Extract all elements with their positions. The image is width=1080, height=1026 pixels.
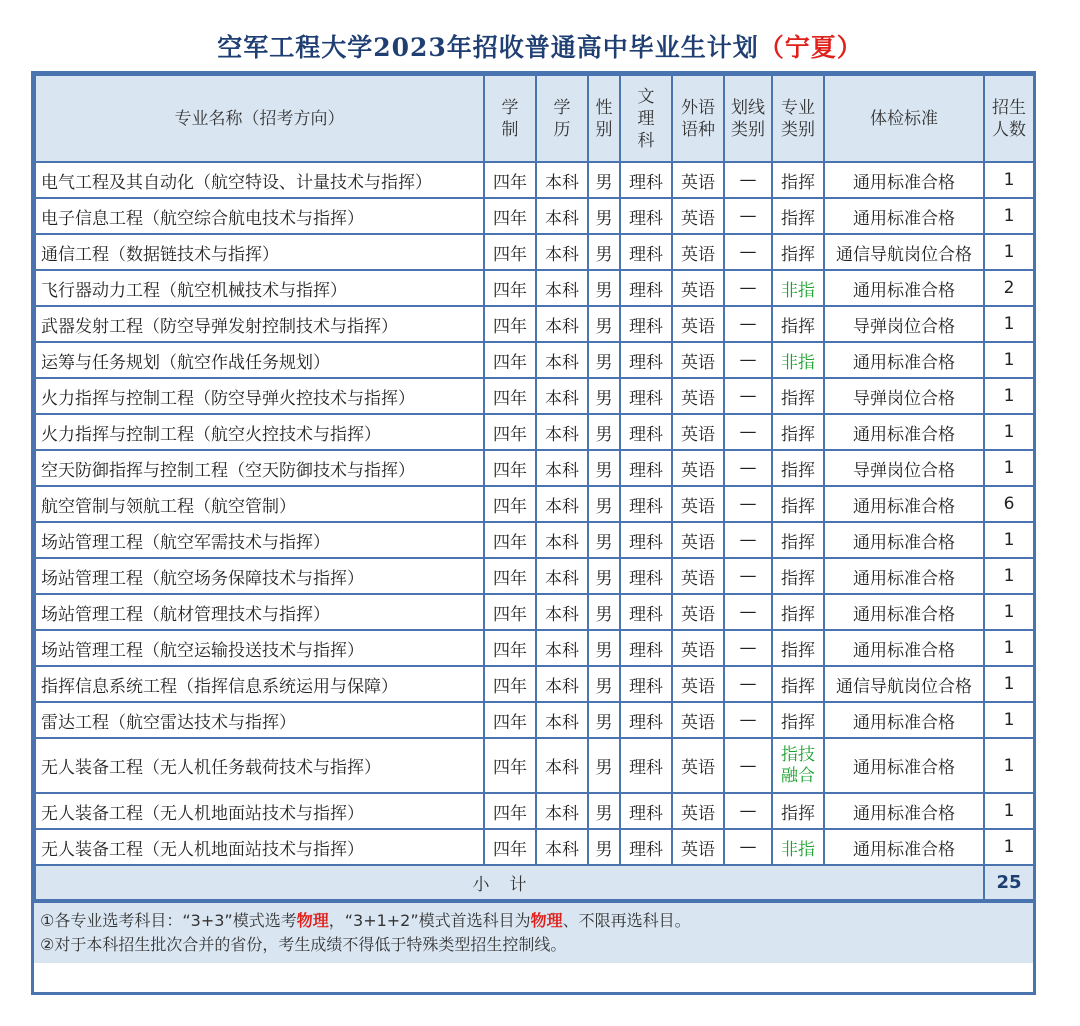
cell-gender: 男: [588, 558, 620, 594]
cell-gender: 男: [588, 702, 620, 738]
cell-cutoff-category: —: [724, 702, 772, 738]
table-row: [35, 378, 1034, 414]
header-physical-standard: 体检标准: [824, 75, 984, 162]
cell-enrollment-count: 1: [984, 162, 1034, 198]
note-line-2: ②对于本科招生批次合并的省份，考生成绩不得低于特殊类型招生控制线。: [40, 935, 567, 954]
cell-gender: 男: [588, 198, 620, 234]
cell-major-name: 场站管理工程（航空军需技术与指挥）: [35, 522, 484, 558]
cell-degree: 本科: [536, 234, 588, 270]
cell-cutoff-category: —: [724, 306, 772, 342]
cell-foreign-language: 英语: [672, 829, 724, 865]
cell-degree: 本科: [536, 666, 588, 702]
table-header-row: [35, 75, 1034, 162]
header-cutoff-category: 划线类别: [724, 75, 772, 162]
cell-physical-standard: 通用标准合格: [824, 594, 984, 630]
cell-duration: 四年: [484, 666, 536, 702]
cell-arts-science: 理科: [620, 630, 672, 666]
cell-enrollment-count: 1: [984, 594, 1034, 630]
cell-physical-standard: 导弹岗位合格: [824, 450, 984, 486]
cell-major-category: 指挥: [772, 558, 824, 594]
cell-gender: 男: [588, 738, 620, 793]
cell-gender: 男: [588, 829, 620, 865]
cell-physical-standard: 通用标准合格: [824, 270, 984, 306]
cell-gender: 男: [588, 306, 620, 342]
cell-cutoff-category: —: [724, 558, 772, 594]
cell-arts-science: 理科: [620, 270, 672, 306]
header-arts-science: 文理科: [620, 75, 672, 162]
cell-foreign-language: 英语: [672, 666, 724, 702]
subtotal-value: 25: [984, 865, 1034, 900]
cell-degree: 本科: [536, 558, 588, 594]
cell-major-category: 指挥: [772, 793, 824, 829]
table-row: [35, 198, 1034, 234]
title-main: 空军工程大学2023年招收普通高中毕业生计划: [217, 33, 759, 62]
cell-arts-science: 理科: [620, 702, 672, 738]
cell-degree: 本科: [536, 793, 588, 829]
cell-cutoff-category: —: [724, 522, 772, 558]
header-gender: 性别: [588, 75, 620, 162]
enrollment-table-frame: [31, 71, 1036, 995]
cell-duration: 四年: [484, 342, 536, 378]
cell-major-name: 火力指挥与控制工程（防空导弹火控技术与指挥）: [35, 378, 484, 414]
cell-physical-standard: 通用标准合格: [824, 198, 984, 234]
title-region: （宁夏）: [758, 33, 863, 62]
cell-gender: 男: [588, 450, 620, 486]
cell-gender: 男: [588, 594, 620, 630]
cell-cutoff-category: —: [724, 630, 772, 666]
cell-physical-standard: 导弹岗位合格: [824, 306, 984, 342]
cell-foreign-language: 英语: [672, 414, 724, 450]
cell-foreign-language: 英语: [672, 702, 724, 738]
cell-foreign-language: 英语: [672, 558, 724, 594]
cell-gender: 男: [588, 522, 620, 558]
cell-major-name: 飞行器动力工程（航空机械技术与指挥）: [35, 270, 484, 306]
cell-major-category: 指挥: [772, 666, 824, 702]
cell-foreign-language: 英语: [672, 270, 724, 306]
cell-arts-science: 理科: [620, 829, 672, 865]
cell-enrollment-count: 6: [984, 486, 1034, 522]
cell-degree: 本科: [536, 342, 588, 378]
cell-major-name: 雷达工程（航空雷达技术与指挥）: [35, 702, 484, 738]
cell-cutoff-category: —: [724, 793, 772, 829]
cell-duration: 四年: [484, 829, 536, 865]
cell-cutoff-category: —: [724, 829, 772, 865]
cell-enrollment-count: 1: [984, 414, 1034, 450]
cell-degree: 本科: [536, 522, 588, 558]
cell-duration: 四年: [484, 378, 536, 414]
page-title: [0, 28, 1080, 64]
enrollment-table: [34, 74, 1035, 901]
header-major-name: 专业名称（招考方向）: [35, 75, 484, 162]
cell-arts-science: 理科: [620, 666, 672, 702]
table-row: [35, 522, 1034, 558]
cell-cutoff-category: —: [724, 198, 772, 234]
cell-major-category: 指挥: [772, 486, 824, 522]
cell-arts-science: 理科: [620, 378, 672, 414]
cell-gender: 男: [588, 486, 620, 522]
cell-cutoff-category: —: [724, 162, 772, 198]
cell-degree: 本科: [536, 414, 588, 450]
table-row: [35, 306, 1034, 342]
cell-arts-science: 理科: [620, 450, 672, 486]
cell-cutoff-category: —: [724, 270, 772, 306]
cell-physical-standard: 通用标准合格: [824, 414, 984, 450]
table-row: [35, 162, 1034, 198]
cell-physical-standard: 通用标准合格: [824, 342, 984, 378]
table-row: [35, 666, 1034, 702]
cell-cutoff-category: —: [724, 342, 772, 378]
cell-foreign-language: 英语: [672, 522, 724, 558]
cell-major-category: 指挥: [772, 594, 824, 630]
cell-major-category: 指挥: [772, 414, 824, 450]
cell-major-name: 无人装备工程（无人机地面站技术与指挥）: [35, 829, 484, 865]
cell-major-category: 非指: [772, 270, 824, 306]
cell-cutoff-category: —: [724, 450, 772, 486]
cell-gender: 男: [588, 342, 620, 378]
cell-duration: 四年: [484, 793, 536, 829]
cell-gender: 男: [588, 378, 620, 414]
cell-duration: 四年: [484, 630, 536, 666]
cell-major-name: 航空管制与领航工程（航空管制）: [35, 486, 484, 522]
cell-duration: 四年: [484, 522, 536, 558]
cell-major-category: 指挥: [772, 450, 824, 486]
cell-major-name: 火力指挥与控制工程（航空火控技术与指挥）: [35, 414, 484, 450]
cell-foreign-language: 英语: [672, 162, 724, 198]
header-degree: 学历: [536, 75, 588, 162]
cell-duration: 四年: [484, 702, 536, 738]
cell-enrollment-count: 1: [984, 234, 1034, 270]
cell-cutoff-category: —: [724, 234, 772, 270]
cell-gender: 男: [588, 234, 620, 270]
cell-major-name: 场站管理工程（航空场务保障技术与指挥）: [35, 558, 484, 594]
cell-major-category: 指挥: [772, 630, 824, 666]
header-foreign-language: 外语语种: [672, 75, 724, 162]
cell-duration: 四年: [484, 198, 536, 234]
cell-arts-science: 理科: [620, 306, 672, 342]
cell-arts-science: 理科: [620, 594, 672, 630]
cell-arts-science: 理科: [620, 162, 672, 198]
subtotal-label: 小计: [35, 865, 984, 900]
cell-enrollment-count: 1: [984, 558, 1034, 594]
cell-physical-standard: 通用标准合格: [824, 630, 984, 666]
cell-major-name: 空天防御指挥与控制工程（空天防御技术与指挥）: [35, 450, 484, 486]
cell-foreign-language: 英语: [672, 450, 724, 486]
table-row: [35, 450, 1034, 486]
cell-duration: 四年: [484, 486, 536, 522]
cell-degree: 本科: [536, 702, 588, 738]
cell-enrollment-count: 1: [984, 378, 1034, 414]
cell-major-category: 指挥: [772, 306, 824, 342]
note-line-1: ①各专业选考科目：“3+3”模式选考物理，“3+1+2”模式首选科目为物理、不限再选科目。: [40, 911, 691, 930]
cell-enrollment-count: 1: [984, 450, 1034, 486]
table-row: [35, 414, 1034, 450]
cell-major-name: 场站管理工程（航材管理技术与指挥）: [35, 594, 484, 630]
cell-degree: 本科: [536, 162, 588, 198]
cell-foreign-language: 英语: [672, 378, 724, 414]
cell-cutoff-category: —: [724, 666, 772, 702]
cell-major-name: 电子信息工程（航空综合航电技术与指挥）: [35, 198, 484, 234]
cell-major-name: 运筹与任务规划（航空作战任务规划）: [35, 342, 484, 378]
cell-duration: 四年: [484, 450, 536, 486]
cell-degree: 本科: [536, 450, 588, 486]
cell-foreign-language: 英语: [672, 198, 724, 234]
cell-major-category: 指挥: [772, 198, 824, 234]
cell-major-category: 指挥: [772, 702, 824, 738]
cell-physical-standard: 通用标准合格: [824, 829, 984, 865]
cell-cutoff-category: —: [724, 414, 772, 450]
cell-major-category: 指挥: [772, 522, 824, 558]
cell-arts-science: 理科: [620, 342, 672, 378]
cell-enrollment-count: 1: [984, 702, 1034, 738]
table-row: [35, 558, 1034, 594]
cell-major-name: 无人装备工程（无人机地面站技术与指挥）: [35, 793, 484, 829]
cell-degree: 本科: [536, 829, 588, 865]
cell-arts-science: 理科: [620, 198, 672, 234]
cell-enrollment-count: 1: [984, 342, 1034, 378]
table-row: [35, 594, 1034, 630]
cell-major-name: 无人装备工程（无人机任务载荷技术与指挥）: [35, 738, 484, 793]
cell-physical-standard: 通信导航岗位合格: [824, 666, 984, 702]
cell-foreign-language: 英语: [672, 594, 724, 630]
table-row: [35, 702, 1034, 738]
cell-gender: 男: [588, 793, 620, 829]
table-row: [35, 630, 1034, 666]
cell-cutoff-category: —: [724, 486, 772, 522]
cell-physical-standard: 通信导航岗位合格: [824, 234, 984, 270]
cell-arts-science: 理科: [620, 486, 672, 522]
cell-enrollment-count: 1: [984, 829, 1034, 865]
cell-cutoff-category: —: [724, 378, 772, 414]
cell-degree: 本科: [536, 630, 588, 666]
cell-cutoff-category: —: [724, 738, 772, 793]
cell-major-category: 非指: [772, 342, 824, 378]
cell-arts-science: 理科: [620, 522, 672, 558]
cell-duration: 四年: [484, 234, 536, 270]
cell-major-name: 场站管理工程（航空运输投送技术与指挥）: [35, 630, 484, 666]
cell-foreign-language: 英语: [672, 234, 724, 270]
cell-physical-standard: 导弹岗位合格: [824, 378, 984, 414]
cell-degree: 本科: [536, 486, 588, 522]
cell-major-name: 武器发射工程（防空导弹发射控制技术与指挥）: [35, 306, 484, 342]
cell-degree: 本科: [536, 270, 588, 306]
cell-enrollment-count: 1: [984, 198, 1034, 234]
cell-enrollment-count: 1: [984, 666, 1034, 702]
cell-physical-standard: 通用标准合格: [824, 738, 984, 793]
cell-duration: 四年: [484, 558, 536, 594]
cell-degree: 本科: [536, 306, 588, 342]
cell-gender: 男: [588, 666, 620, 702]
cell-enrollment-count: 1: [984, 522, 1034, 558]
cell-gender: 男: [588, 270, 620, 306]
cell-duration: 四年: [484, 414, 536, 450]
cell-major-name: 指挥信息系统工程（指挥信息系统运用与保障）: [35, 666, 484, 702]
cell-enrollment-count: 1: [984, 630, 1034, 666]
cell-arts-science: 理科: [620, 738, 672, 793]
cell-major-name: 电气工程及其自动化（航空特设、计量技术与指挥）: [35, 162, 484, 198]
cell-duration: 四年: [484, 162, 536, 198]
cell-enrollment-count: 1: [984, 793, 1034, 829]
cell-foreign-language: 英语: [672, 738, 724, 793]
cell-physical-standard: 通用标准合格: [824, 162, 984, 198]
cell-major-category: 指挥: [772, 162, 824, 198]
cell-major-category: 指挥: [772, 234, 824, 270]
table-row: [35, 270, 1034, 306]
cell-physical-standard: 通用标准合格: [824, 558, 984, 594]
header-enrollment-count: 招生人数: [984, 75, 1034, 162]
cell-arts-science: 理科: [620, 793, 672, 829]
cell-gender: 男: [588, 414, 620, 450]
cell-arts-science: 理科: [620, 558, 672, 594]
cell-gender: 男: [588, 630, 620, 666]
cell-degree: 本科: [536, 378, 588, 414]
header-major-category: 专业类别: [772, 75, 824, 162]
cell-cutoff-category: —: [724, 594, 772, 630]
cell-enrollment-count: 1: [984, 306, 1034, 342]
cell-major-name: 通信工程（数据链技术与指挥）: [35, 234, 484, 270]
cell-duration: 四年: [484, 306, 536, 342]
cell-foreign-language: 英语: [672, 793, 724, 829]
header-duration: 学制: [484, 75, 536, 162]
cell-degree: 本科: [536, 594, 588, 630]
table-row: [35, 738, 1034, 793]
cell-degree: 本科: [536, 738, 588, 793]
cell-enrollment-count: 2: [984, 270, 1034, 306]
cell-physical-standard: 通用标准合格: [824, 486, 984, 522]
table-row: [35, 342, 1034, 378]
notes-section: [34, 901, 1033, 963]
cell-degree: 本科: [536, 198, 588, 234]
cell-foreign-language: 英语: [672, 306, 724, 342]
table-row: [35, 829, 1034, 865]
cell-foreign-language: 英语: [672, 486, 724, 522]
cell-foreign-language: 英语: [672, 342, 724, 378]
table-row: [35, 486, 1034, 522]
cell-major-category: 非指: [772, 829, 824, 865]
cell-physical-standard: 通用标准合格: [824, 522, 984, 558]
cell-major-category: 指技融合: [772, 738, 824, 793]
table-row: [35, 793, 1034, 829]
cell-physical-standard: 通用标准合格: [824, 702, 984, 738]
cell-foreign-language: 英语: [672, 630, 724, 666]
cell-arts-science: 理科: [620, 234, 672, 270]
subtotal-row: [35, 865, 1034, 900]
table-row: [35, 234, 1034, 270]
cell-duration: 四年: [484, 738, 536, 793]
cell-duration: 四年: [484, 270, 536, 306]
cell-enrollment-count: 1: [984, 738, 1034, 793]
cell-arts-science: 理科: [620, 414, 672, 450]
cell-physical-standard: 通用标准合格: [824, 793, 984, 829]
cell-duration: 四年: [484, 594, 536, 630]
cell-major-category: 指挥: [772, 378, 824, 414]
cell-gender: 男: [588, 162, 620, 198]
